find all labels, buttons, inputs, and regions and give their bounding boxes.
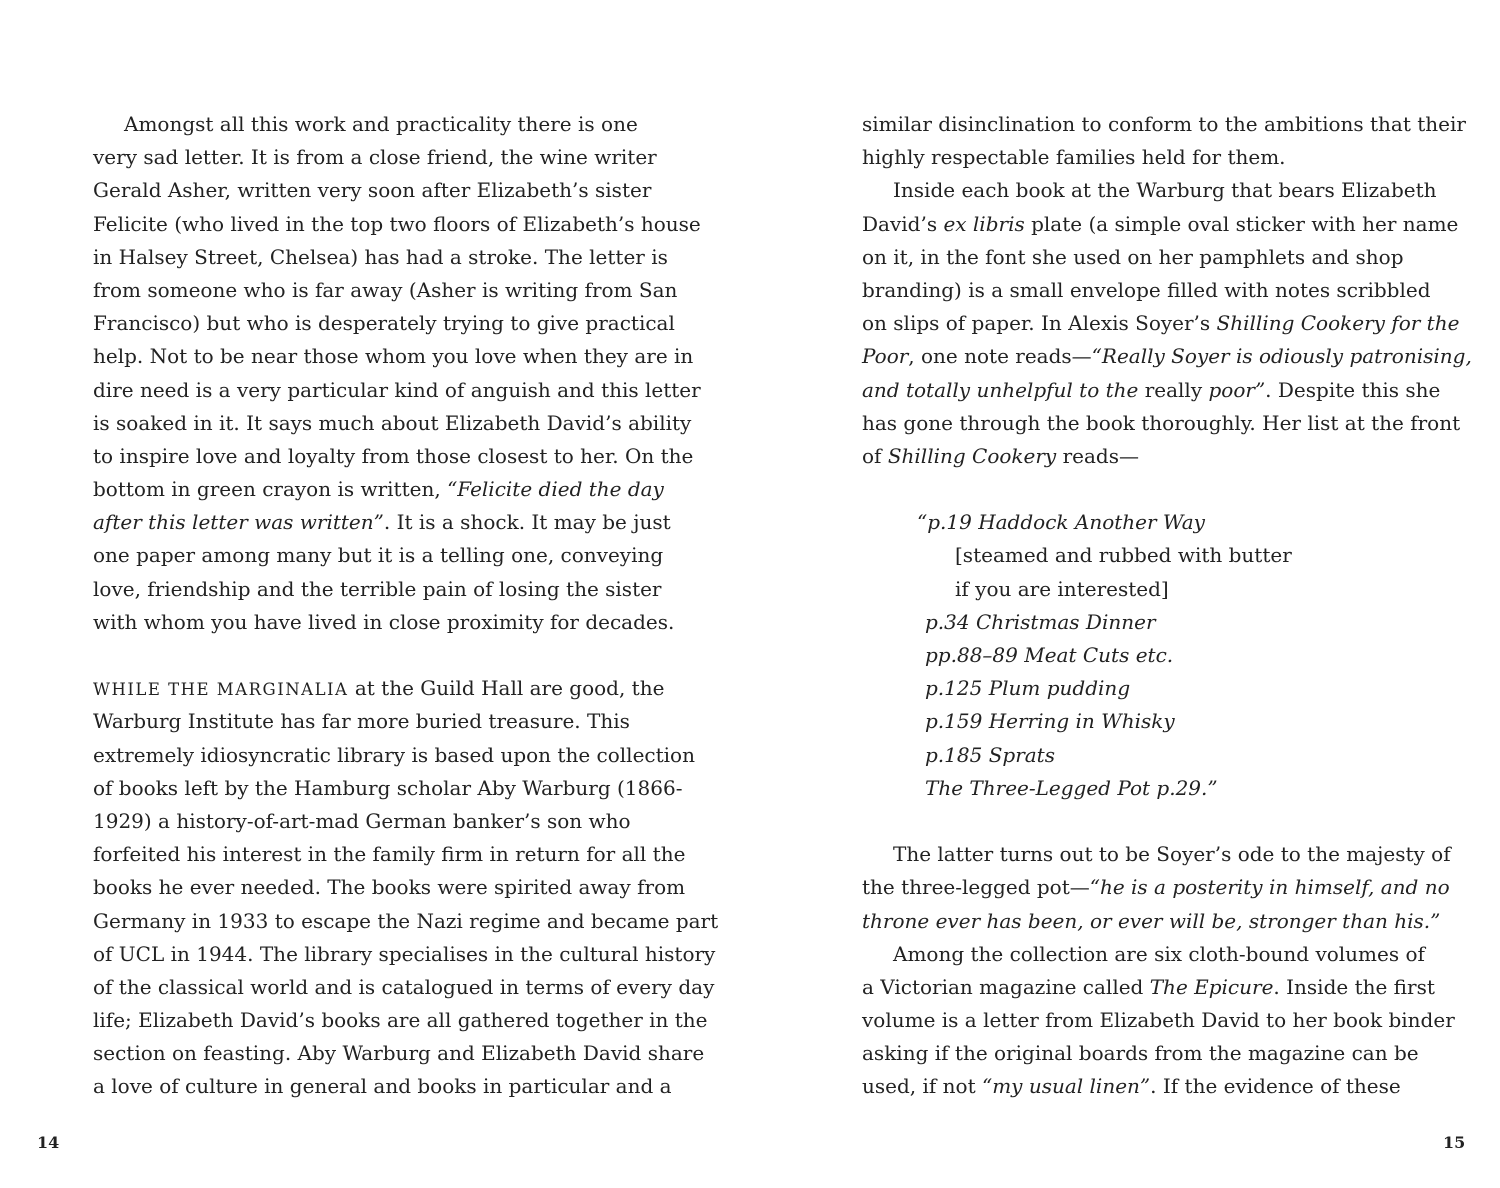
list-item: The Three-Legged Pot p.29.” bbox=[925, 775, 1218, 800]
left-page bbox=[93, 108, 719, 1104]
right-page bbox=[862, 108, 1472, 1104]
list-item: p.185 Sprats bbox=[925, 742, 1055, 767]
text-line: very sad letter. It is from a close friend, the wine writer bbox=[93, 145, 657, 170]
text-line: Among the collection are six cloth-bound volumes of bbox=[893, 941, 1425, 966]
section-lead-smallcaps: WHILE THE MARGINALIA bbox=[93, 680, 349, 700]
text-line: Warburg Institute has far more buried treasure. This bbox=[93, 709, 630, 734]
text-line: in Halsey Street, Chelsea) has had a stroke. The letter is bbox=[93, 244, 668, 269]
text-line: the three-legged pot—“he is a posterity in himself, and no bbox=[862, 875, 1450, 900]
text-line: extremely idiosyncratic library is based upon the collection bbox=[93, 742, 695, 767]
text-line: highly respectable families held for them. bbox=[862, 145, 1286, 170]
text-line: of the classical world and is catalogued in terms of every day bbox=[93, 974, 715, 999]
list-item: if you are interested] bbox=[955, 576, 1169, 601]
text-line: volume is a letter from Elizabeth David to her book binder bbox=[862, 1008, 1455, 1033]
text-line: of UCL in 1944. The library specialises in the cultural history bbox=[93, 941, 716, 966]
text-line: 1929) a history-of-art-mad German banker’s son who bbox=[93, 808, 631, 833]
text-line: with whom you have lived in close proximity for decades. bbox=[93, 609, 675, 634]
text-line: WHILE THE MARGINALIA at the Guild Hall are good, the bbox=[93, 676, 665, 701]
text-line: David’s ex libris plate (a simple oval sticker with her name bbox=[862, 211, 1459, 236]
text-line: forfeited his interest in the family firm in return for all the bbox=[93, 842, 686, 867]
text-line: Poor, one note reads—“Really Soyer is odiously patronising, bbox=[862, 344, 1472, 369]
text-line: has gone through the book thoroughly. Her list at the front bbox=[862, 410, 1461, 435]
text-line: throne ever has been, or ever will be, stronger than his.” bbox=[862, 908, 1441, 933]
text-line: love, friendship and the terrible pain of losing the sister bbox=[93, 576, 662, 601]
text-line: help. Not to be near those whom you love when they are in bbox=[93, 344, 694, 369]
text-line: Gerald Asher, written very soon after Elizabeth’s sister bbox=[93, 178, 652, 203]
text-line: branding) is a small envelope filled with notes scribbled bbox=[862, 277, 1431, 302]
text-line: on it, in the font she used on her pamphlets and shop bbox=[862, 244, 1404, 269]
text-line: a love of culture in general and books in particular and a bbox=[93, 1074, 672, 1099]
text-line: to inspire love and loyalty from those closest to her. On the bbox=[93, 443, 694, 468]
text-line: a Victorian magazine called The Epicure. Inside the first bbox=[862, 974, 1435, 999]
text-line: is soaked in it. It says much about Elizabeth David’s ability bbox=[93, 410, 692, 435]
text-line: from someone who is far away (Asher is writing from San bbox=[93, 277, 678, 302]
list-item: p.34 Christmas Dinner bbox=[925, 609, 1156, 634]
cookery-list bbox=[862, 506, 1407, 805]
text-line: after this letter was written”. It is a shock. It may be just bbox=[93, 510, 671, 535]
text-line: one paper among many but it is a telling one, conveying bbox=[93, 543, 664, 568]
text-line: Germany in 1933 to escape the Nazi regime and became part bbox=[93, 908, 719, 933]
text-line: Inside each book at the Warburg that bears Elizabeth bbox=[893, 178, 1437, 203]
page-number-left: 14 bbox=[37, 1133, 60, 1152]
text-line: similar disinclination to conform to the ambitions that their bbox=[862, 112, 1466, 136]
text-line: of Shilling Cookery reads— bbox=[862, 443, 1139, 468]
text-line: dire need is a very particular kind of anguish and this letter bbox=[93, 377, 701, 402]
text-line: life; Elizabeth David’s books are all gathered together in the bbox=[93, 1008, 708, 1033]
text-line: bottom in green crayon is written, “Felicite died the day bbox=[93, 477, 664, 502]
text-line: The latter turns out to be Soyer’s ode to the majesty of bbox=[893, 842, 1451, 867]
list-item: [steamed and rubbed with butter bbox=[955, 543, 1292, 568]
page-number-right: 15 bbox=[1443, 1133, 1466, 1152]
text-line: Amongst all this work and practicality there is one bbox=[124, 112, 638, 136]
text-line: on slips of paper. In Alexis Soyer’s Shilling Cookery for the bbox=[862, 311, 1460, 336]
text-line: Felicite (who lived in the top two floors of Elizabeth’s house bbox=[93, 211, 701, 236]
text-line: asking if the original boards from the magazine can be bbox=[862, 1041, 1419, 1066]
text-line: books he ever needed. The books were spirited away from bbox=[93, 875, 686, 900]
text-line: of books left by the Hamburg scholar Aby Warburg (1866- bbox=[93, 775, 683, 800]
list-item: p.125 Plum pudding bbox=[925, 676, 1131, 701]
text-line: section on feasting. Aby Warburg and Elizabeth David share bbox=[93, 1041, 705, 1066]
list-item: “p.19 Haddock Another Way bbox=[917, 510, 1205, 535]
text-line: used, if not “my usual linen”. If the evidence of these bbox=[862, 1074, 1401, 1099]
list-item: p.159 Herring in Whisky bbox=[925, 709, 1175, 734]
text-line: Francisco) but who is desperately trying to give practical bbox=[93, 311, 675, 336]
text-line: and totally unhelpful to the really poor”. Despite this she bbox=[862, 377, 1441, 402]
list-item: pp.88–89 Meat Cuts etc. bbox=[925, 643, 1174, 667]
